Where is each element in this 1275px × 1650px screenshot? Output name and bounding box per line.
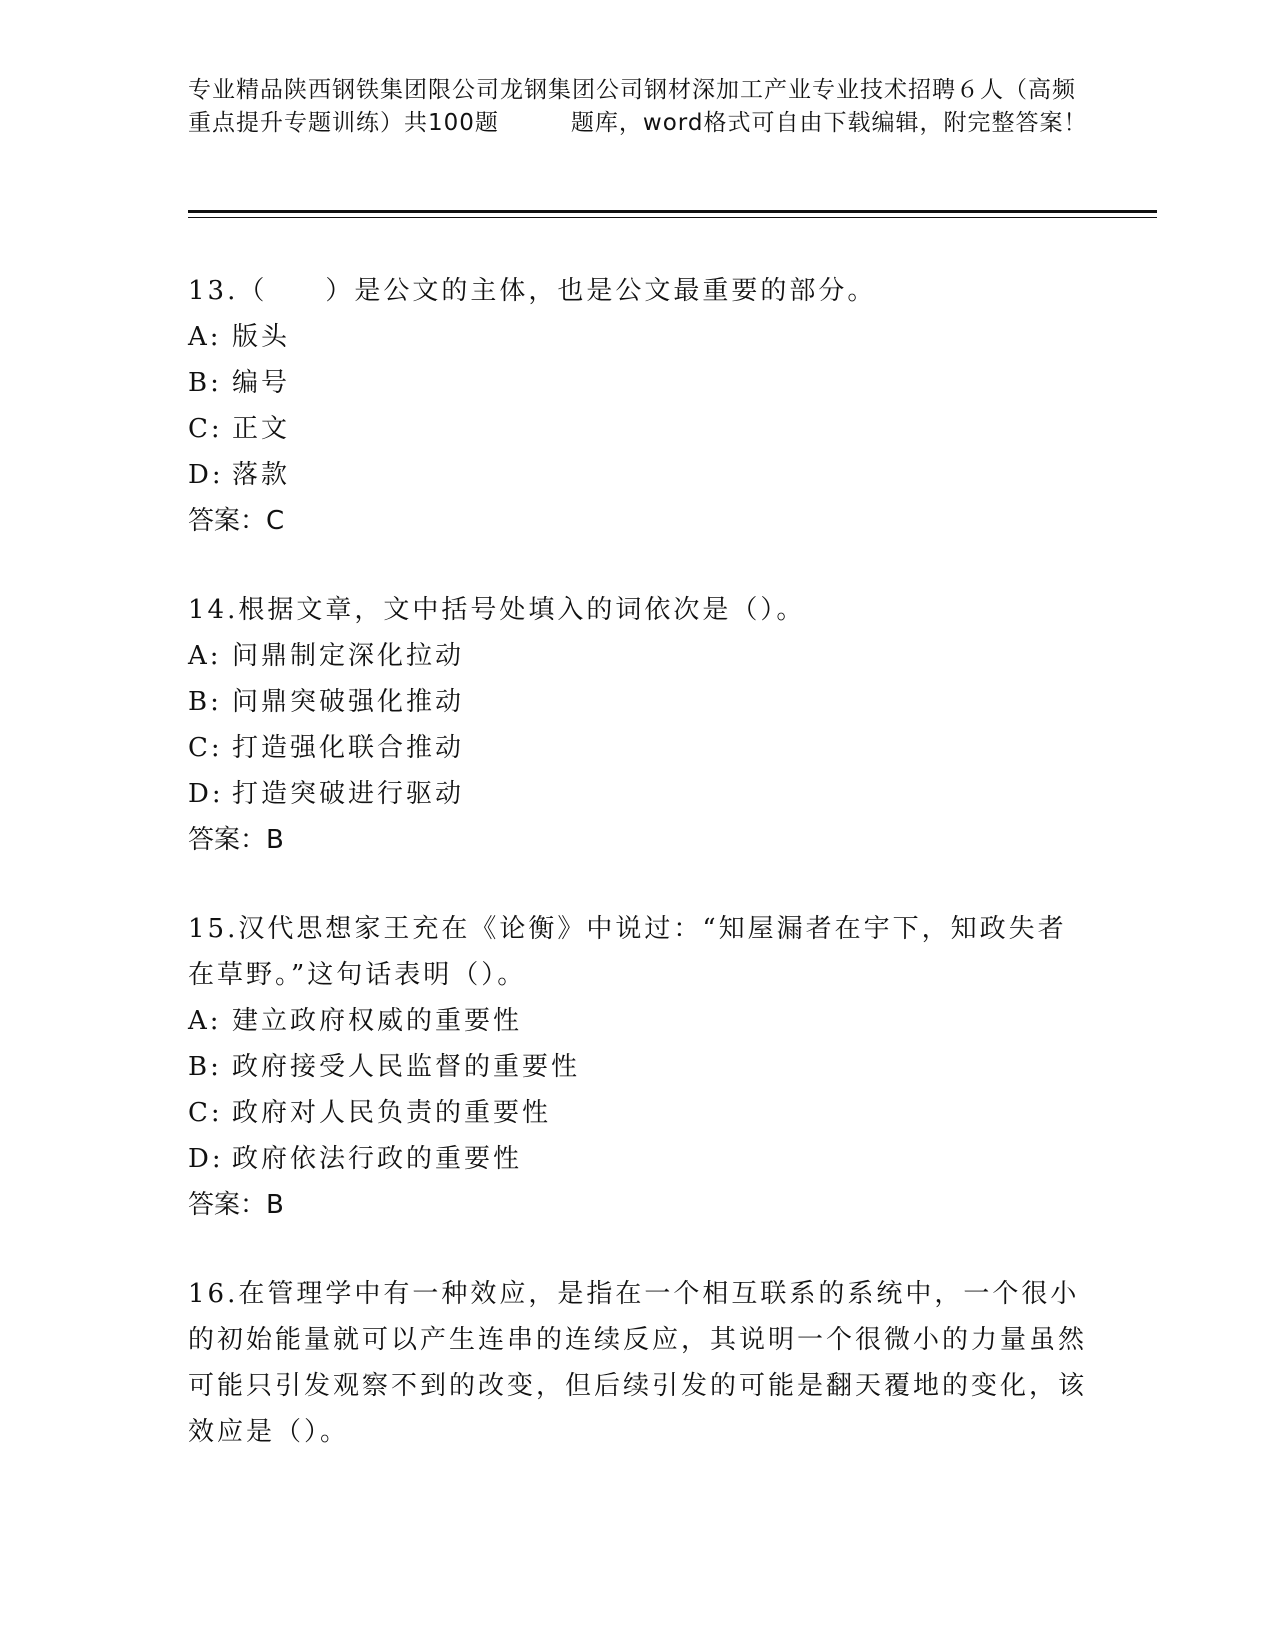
option-a [188, 633, 1088, 679]
option-key: C: [188, 414, 223, 444]
option-d [188, 1136, 1088, 1182]
option-c [188, 725, 1088, 771]
option-key: D: [188, 460, 224, 490]
option-text: 版头 [232, 322, 291, 352]
question-16 [188, 1271, 1088, 1455]
option-key: A: [188, 641, 222, 671]
option-key: B: [188, 1052, 222, 1082]
option-c [188, 406, 1088, 452]
option-key: C: [188, 1098, 223, 1128]
option-b [188, 360, 1088, 406]
option-text: 政府接受人民监督的重要性 [232, 1052, 581, 1082]
option-b [188, 679, 1088, 725]
option-text: 问鼎制定深化拉动 [232, 641, 465, 671]
header-title-part2: 题库，word格式可自由下载编辑，附完整答案！ [570, 110, 1088, 136]
answer-text: 答案：C [188, 506, 285, 536]
question-stem: 16.在管理学中有一种效应，是指在一个相互联系的系统中，一个很小的初始能量就可以产生连串的连续反应，其说明一个很微小的力量虽然可能只引发观察不到的改变，但后续引发的可能是翻天覆地的变化，该效应是（）。 [188, 1279, 1088, 1447]
option-d [188, 771, 1088, 817]
option-key: A: [188, 1006, 222, 1036]
option-key: D: [188, 1144, 224, 1174]
question-stem: 13.（ ）是公文的主体，也是公文最重要的部分。 [188, 276, 877, 306]
option-text: 落款 [232, 460, 291, 490]
option-text: 编号 [232, 368, 291, 398]
answer-text: 答案：B [188, 825, 284, 855]
answer-text: 答案：B [188, 1190, 284, 1220]
document-header [188, 74, 1093, 140]
option-key: B: [188, 687, 222, 717]
option-text: 建立政府权威的重要性 [232, 1006, 523, 1036]
option-text: 正文 [232, 414, 291, 444]
question-13 [188, 268, 1088, 544]
option-key: A: [188, 322, 222, 352]
option-c [188, 1090, 1088, 1136]
option-text: 政府对人民负责的重要性 [232, 1098, 552, 1128]
option-key: D: [188, 779, 224, 809]
header-rule-thick [188, 210, 1157, 213]
option-key: C: [188, 733, 223, 763]
option-a [188, 314, 1088, 360]
header-rule-thin [188, 217, 1157, 218]
option-a [188, 998, 1088, 1044]
option-b [188, 1044, 1088, 1090]
header-title-part1: 专业精品陕西钢铁集团限公司龙钢集团公司钢材深加工产业专业技术招聘６人（高频重点提升专题训练）共100题 [188, 77, 1076, 136]
option-text: 打造强化联合推动 [232, 733, 465, 763]
option-text: 问鼎突破强化推动 [232, 687, 465, 717]
question-stem: 14.根据文章，文中括号处填入的词依次是（）。 [188, 595, 806, 625]
question-14 [188, 587, 1088, 863]
option-key: B: [188, 368, 222, 398]
option-d [188, 452, 1088, 498]
question-15 [188, 906, 1088, 1228]
question-list [188, 268, 1088, 1498]
question-stem: 15.汉代思想家王充在《论衡》中说过：“知屋漏者在宇下，知政失者在草野。”这句话表明（）。 [188, 914, 1067, 990]
option-text: 政府依法行政的重要性 [232, 1144, 523, 1174]
option-text: 打造突破进行驱动 [232, 779, 465, 809]
